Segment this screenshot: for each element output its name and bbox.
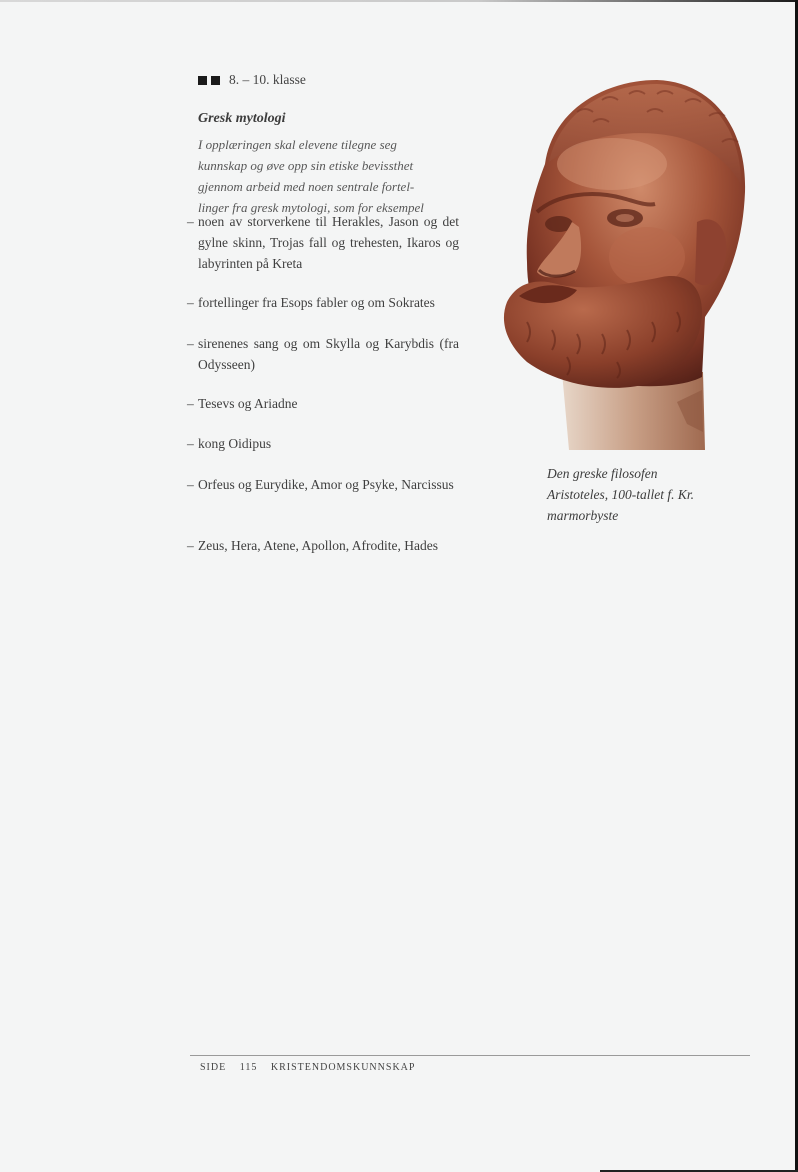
- dash-bullet: –: [187, 396, 194, 411]
- intro-line: kunnskap og øve opp sin etiske bevissthet: [198, 158, 414, 173]
- list-item: [187, 433, 459, 454]
- dash-bullet: –: [187, 477, 194, 492]
- dash-bullet: –: [187, 538, 194, 553]
- square-bullet-icon: [198, 76, 207, 85]
- list-item-text: noen av storverkene til Herakles, Jason og det gylne skinn, Trojas fall og trehesten, Ikaros og labyrinten på Kreta: [198, 214, 459, 271]
- footer-divider: [190, 1055, 750, 1056]
- intro-line: linger fra gresk mytologi, som for eksempel: [198, 200, 424, 215]
- list-item-text: kong Oidipus: [198, 436, 272, 451]
- caption-line: marmorbyste: [547, 508, 619, 523]
- list-item-text: Zeus, Hera, Atene, Apollon, Afrodite, Hades: [198, 538, 438, 553]
- section-title: Gresk mytologi: [198, 111, 286, 126]
- list-item-text: sirenenes sang og om Skylla og Karybdis (fra Odysseen): [198, 336, 459, 372]
- page-footer: [200, 1062, 425, 1073]
- page-top-edge: [0, 0, 798, 2]
- list-item: [187, 211, 459, 274]
- footer-subject: KRISTENDOMSKUNNSKAP: [270, 1062, 416, 1073]
- grade-label: 8. – 10. klasse: [229, 72, 306, 87]
- square-bullet-icon: [211, 76, 220, 85]
- list-item: [187, 474, 459, 495]
- section-intro: [198, 134, 460, 218]
- figure-caption: [547, 463, 747, 526]
- list-item: [187, 393, 459, 414]
- list-item-text: Orfeus og Eurydike, Amor og Psyke, Narcissus: [198, 477, 454, 492]
- dash-bullet: –: [187, 436, 194, 451]
- dash-bullet: –: [187, 214, 194, 229]
- caption-line: Aristoteles, 100-tallet f. Kr.: [547, 487, 694, 502]
- grade-header: [198, 72, 306, 88]
- list-item: [187, 333, 459, 375]
- footer-side-label: SIDE: [200, 1062, 227, 1073]
- list-item-text: fortellinger fra Esops fabler og om Sokrates: [198, 295, 435, 310]
- list-item: [187, 535, 459, 556]
- intro-line: gjennom arbeid med noen sentrale fortel-: [198, 179, 415, 194]
- list-item: [187, 292, 459, 313]
- intro-line: I opplæringen skal elevene tilegne seg: [198, 137, 397, 152]
- dash-bullet: –: [187, 336, 194, 351]
- caption-line: Den greske filosofen: [547, 466, 658, 481]
- list-item-text: Tesevs og Ariadne: [198, 396, 298, 411]
- dash-bullet: –: [187, 295, 194, 310]
- footer-page-number: 115: [239, 1062, 258, 1073]
- aristotle-bust-image: [497, 72, 749, 452]
